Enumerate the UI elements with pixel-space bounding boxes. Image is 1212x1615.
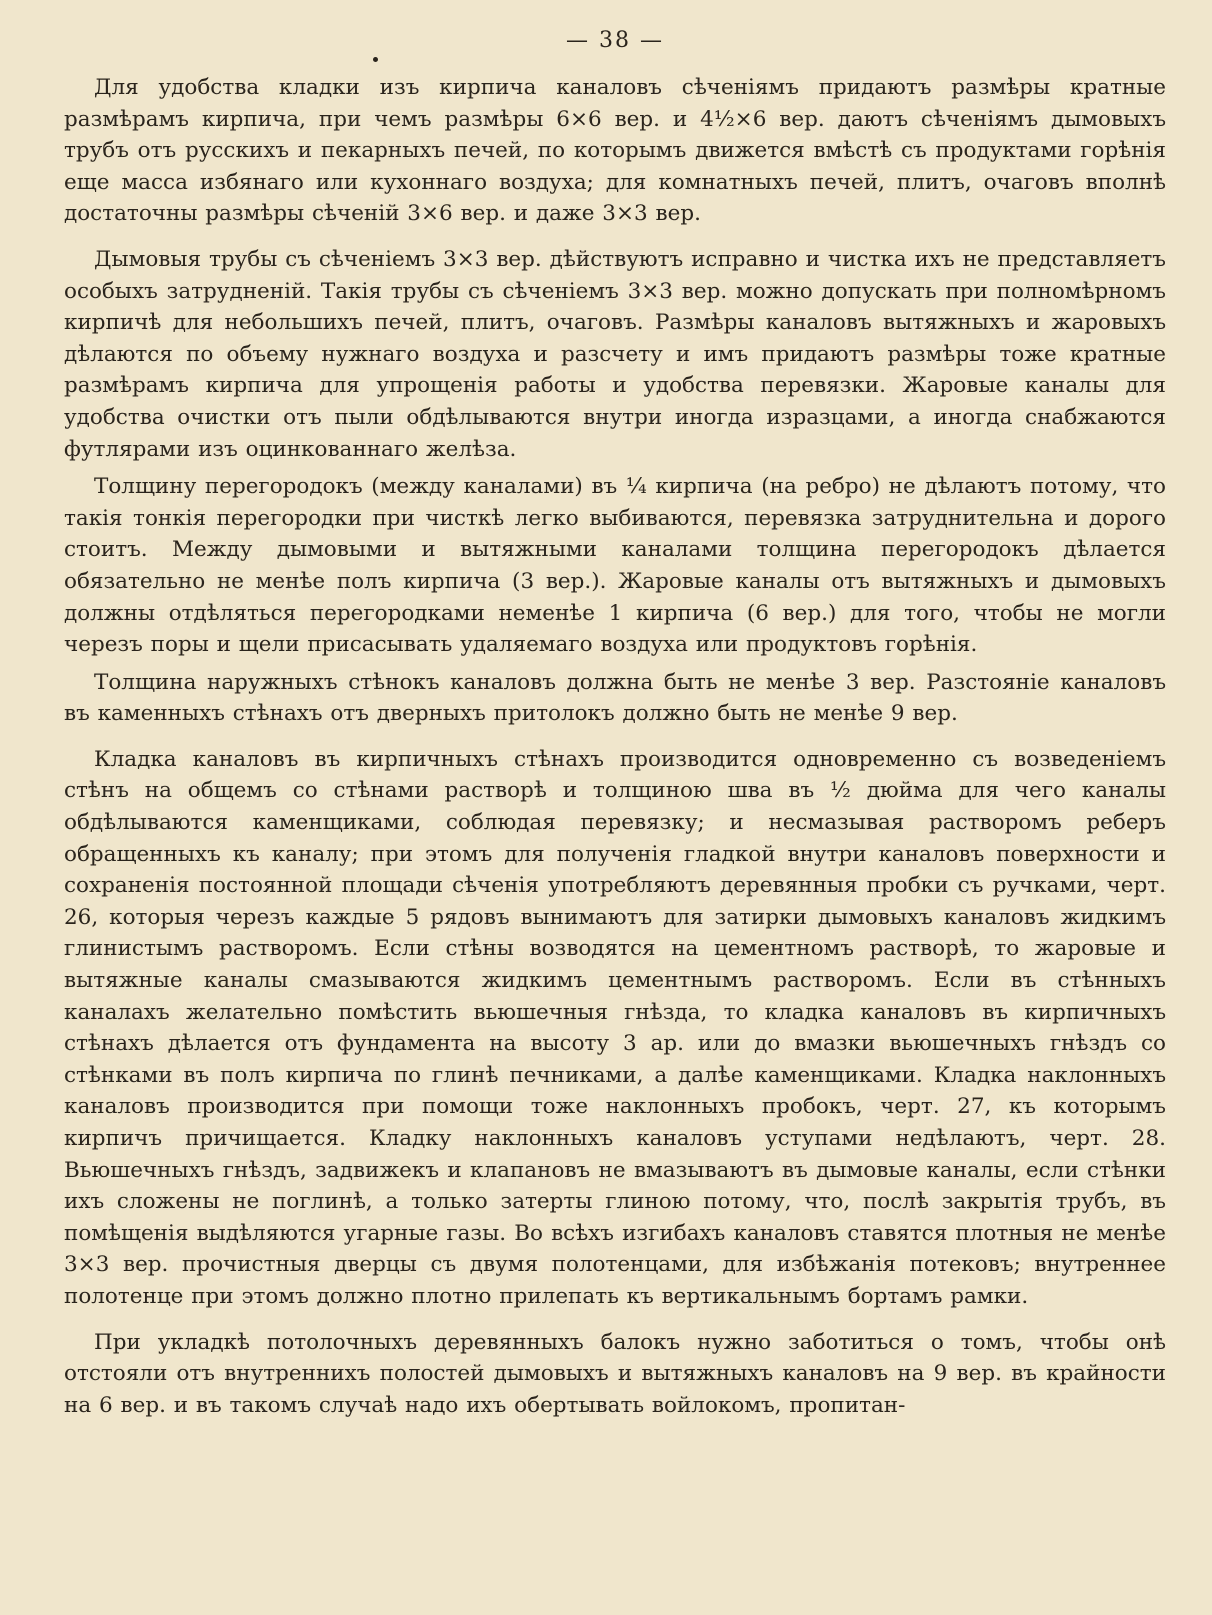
ink-speck [373, 57, 378, 62]
paragraph-5: Кладка каналовъ въ кирпичныхъ стѣнахъ производится одновременно съ возведеніемъ стѣнъ на общемъ со стѣнами растворѣ и толщиною шва въ ½ дюйма для чего каналы обдѣлываются каменщиками, соблюдая перевязку; и несмазывая растворомъ реберъ обращенныхъ къ каналу; при этомъ для полученія гладкой внутри каналовъ поверхности и сохраненія постоянной площади сѣченія употребляютъ деревянныя пробки съ ручками, черт. 26, которыя черезъ каждые 5 рядовъ вынимаютъ для затирки дымовыхъ каналовъ жидкимъ глинистымъ растворомъ. Если стѣны возводятся на цементномъ растворѣ, то жаровые и вытяжные каналы смазываются жидкимъ цементнымъ растворомъ. Если въ стѣнныхъ каналахъ желательно помѣстить вьюшечныя гнѣзда, то кладка каналовъ въ кирпичныхъ стѣнахъ дѣлается отъ фундамента на высоту 3 ар. или до вмазки вьюшечныхъ гнѣздъ со стѣнками въ полъ кирпича по глинѣ печниками, а далѣе каменщиками. Кладка наклонныхъ каналовъ производится при помощи тоже наклонныхъ пробокъ, черт. 27, къ которымъ кирпичъ причищается. Кладку наклонныхъ каналовъ уступами недѣлаютъ, черт. 28. Вьюшечныхъ гнѣздъ, задвижекъ и клапановъ не вмазываютъ въ дымовые каналы, если стѣнки ихъ сложены не поглинѣ, а только затерты глиною потому, что, послѣ закрытія трубъ, въ помѣщенія выдѣляются угарные газы. Во всѣхъ изгибахъ каналовъ ставятся плотныя не менѣе 3×3 вер. прочистныя дверцы съ двумя полотенцами, для избѣжанія потековъ; внутреннее полотенце при этомъ должно плотно прилепать къ вертикальнымъ бортамъ рамки. [64, 746, 1166, 1309]
paragraph-1: Для удобства кладки изъ кирпича каналовъ сѣченіямъ придаютъ размѣры кратные размѣрамъ кирпича, при чемъ размѣры 6×6 вер. и 4½×6 вер. даютъ сѣченіямъ дымовыхъ трубъ отъ русскихъ и пекарныхъ печей, по которымъ движется вмѣстѣ съ продуктами горѣнія еще масса избянаго или кухоннаго воздуха; для комнатныхъ печей, плитъ, очаговъ вполнѣ достаточны размѣры сѣченій 3×6 вер. и даже 3×3 вер. [64, 75, 1166, 227]
paragraph-2: Дымовыя трубы съ сѣченіемъ 3×3 вер. дѣйствуютъ исправно и чистка ихъ не представляетъ особыхъ затрудненій. Такія трубы съ сѣченіемъ 3×3 вер. можно допускать при полномѣрномъ кирпичѣ для небольшихъ печей, плитъ, очаговъ. Размѣры каналовъ вытяжныхъ и жаровыхъ дѣлаются по объему нужнаго воздуха и разсчету и имъ придаютъ размѣры тоже кратные размѣрамъ кирпича для упрощенія работы и удобства перевязки. Жаровые каналы для удобства очистки отъ пыли обдѣлываются внутри иногда изразцами, а иногда снабжаются футлярами изъ оцинкованнаго желѣза. [64, 246, 1166, 462]
paragraph-4: Толщина наружныхъ стѣнокъ каналовъ должна быть не менѣе 3 вер. Разстояніе каналовъ въ каменныхъ стѣнахъ отъ дверныхъ притолокъ должно быть не менѣе 9 вер. [64, 669, 1166, 727]
page-number: — 38 — [566, 28, 664, 53]
paragraph-6: При укладкѣ потолочныхъ деревянныхъ балокъ нужно заботиться о томъ, чтобы онѣ отстояли отъ внутреннихъ полостей дымовыхъ и вытяжныхъ каналовъ на 9 вер. въ крайности на 6 вер. и въ такомъ случаѣ надо ихъ обертывать войлокомъ, пропитан- [64, 1329, 1166, 1418]
paragraph-3: Толщину перегородокъ (между каналами) въ ¼ кирпича (на ребро) не дѣлаютъ потому, что такія тонкія перегородки при чисткѣ легко выбиваются, перевязка затруднительна и дорого стоитъ. Между дымовыми и вытяжными каналами толщина перегородокъ дѣлается обязательно не менѣе полъ кирпича (3 вер.). Жаровые каналы отъ вытяжныхъ и дымовыхъ должны отдѣляться перегородками неменѣе 1 кирпича (6 вер.) для того, чтобы не могли черезъ поры и щели присасывать удаляемаго воздуха или продуктовъ горѣнія. [64, 474, 1166, 658]
